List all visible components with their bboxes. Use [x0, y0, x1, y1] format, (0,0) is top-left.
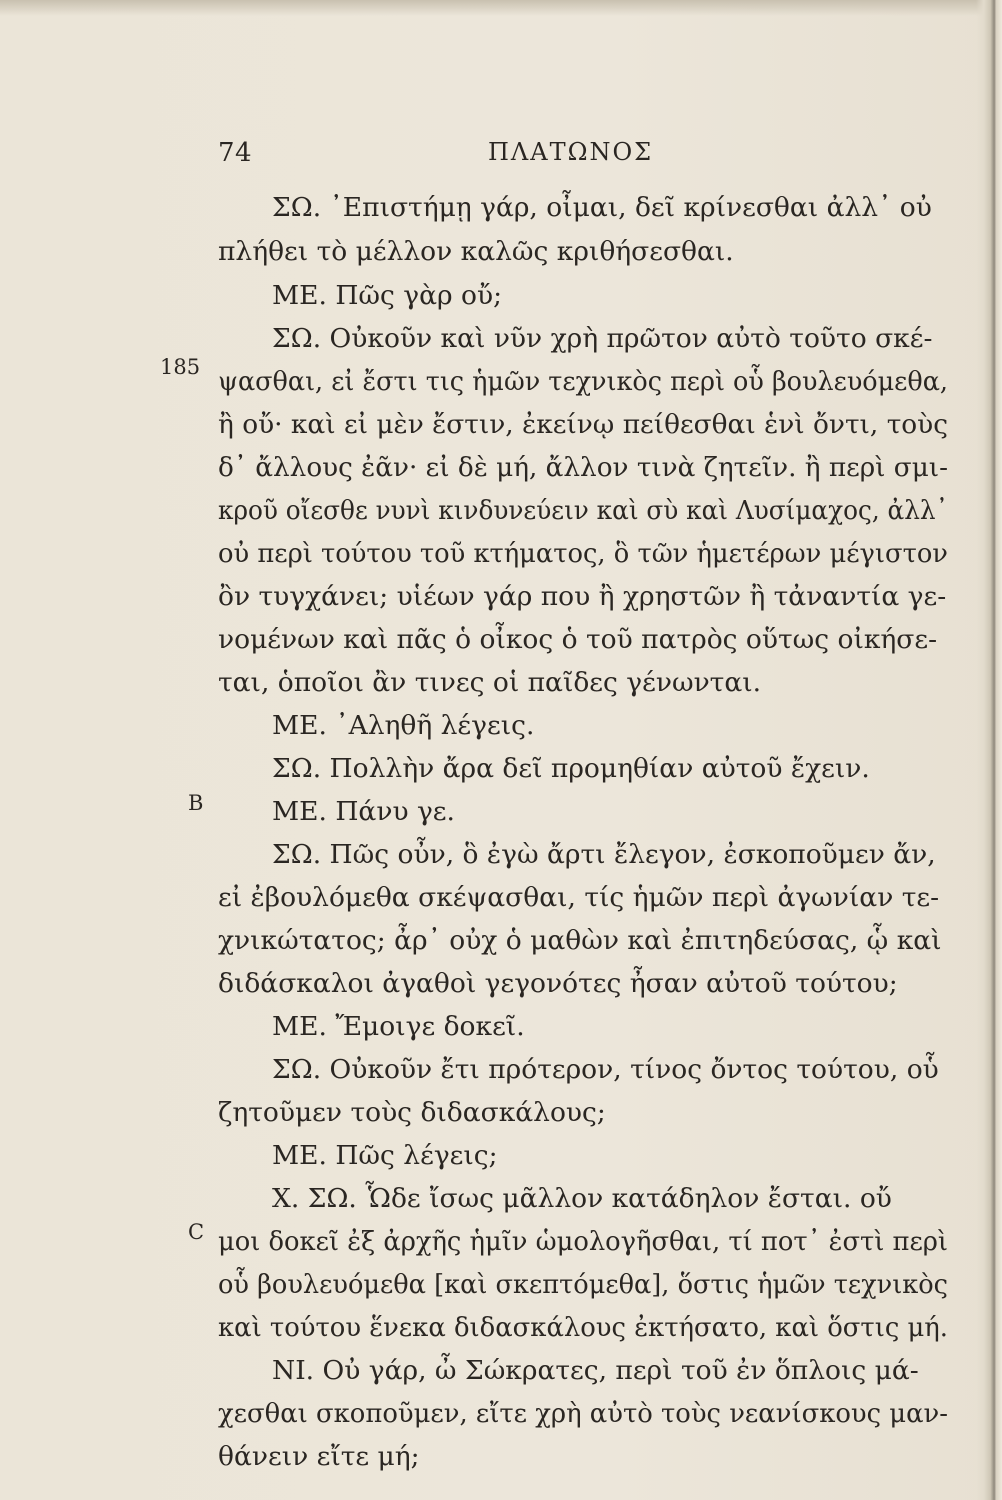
text-line: ΜΕ. Πῶς γὰρ οὔ;	[272, 280, 503, 311]
margin-marker-c: C	[188, 1220, 205, 1244]
text-line: χνικώτατος; ἆρ᾿ οὐχ ὁ μαθὼν καὶ ἐπιτηδεύσας, ᾧ καὶ	[218, 925, 942, 956]
text-line: πλήθει τὸ μέλλον καλῶς κριθήσεσθαι.	[218, 236, 734, 267]
text-line: ΜΕ. Πάνυ γε.	[272, 796, 455, 827]
text-line: ται, ὁποῖοι ἂν τινες οἱ παῖδες γένωνται.	[218, 667, 762, 698]
text-line: εἰ ἐβουλόμεθα σκέψασθαι, τίς ἡμῶν περὶ ἀγωνίαν τε-	[218, 882, 940, 913]
text-line: ζητοῦμεν τοὺς διδασκάλους;	[218, 1097, 606, 1128]
margin-marker-b: B	[188, 791, 204, 815]
text-line: νομένων καὶ πᾶς ὁ οἶκος ὁ τοῦ πατρὸς οὕτως οἰκήσε-	[218, 624, 938, 655]
text-line: ὂν τυγχάνει; υἱέων γάρ που ἢ χρηστῶν ἢ τἀναντία γε-	[218, 581, 947, 612]
text-line: Χ. ΣΩ. Ὧδε ἴσως μᾶλλον κατάδηλον ἔσται. οὔ	[272, 1183, 892, 1214]
text-line: θάνειν εἴτε μή;	[218, 1441, 420, 1472]
text-line: ΣΩ. ᾿Επιστήμῃ γάρ, οἶμαι, δεῖ κρίνεσθαι ἀλλ᾿ οὐ	[272, 192, 932, 223]
text-line: ΣΩ. Οὐκοῦν ἔτι πρότερον, τίνος ὄντος τούτου, οὗ	[272, 1054, 939, 1085]
text-line: χεσθαι σκοποῦμεν, εἴτε χρὴ αὐτὸ τοὺς νεανίσκους μαν-	[218, 1398, 948, 1429]
text-line: ΣΩ. Πολλὴν ἄρα δεῖ προμηθίαν αὐτοῦ ἔχειν.	[272, 753, 870, 784]
text-line: ΜΕ. Πῶς λέγεις;	[272, 1140, 498, 1171]
text-line: διδάσκαλοι ἀγαθοὶ γεγονότες ἦσαν αὐτοῦ τούτου;	[218, 968, 898, 999]
page-binding-edge	[976, 0, 1002, 1500]
text-line: οὐ περὶ τούτου τοῦ κτήματος, ὃ τῶν ἡμετέρων μέγιστον	[218, 538, 948, 569]
page-top-shadow	[0, 0, 1002, 16]
text-line: οὗ βουλευόμεθα [καὶ σκεπτόμεθα], ὅστις ἡμῶν τεχνικὸς	[218, 1269, 948, 1300]
text-line: ΜΕ. Ἔμοιγε δοκεῖ.	[272, 1011, 525, 1042]
running-title: ΠΛΑΤΩΝΟΣ	[488, 138, 654, 166]
text-line: μοι δοκεῖ ἐξ ἀρχῆς ἡμῖν ὡμολογῆσθαι, τί ποτ᾿ ἐστὶ περὶ	[218, 1226, 949, 1257]
text-line: κροῦ οἴεσθε νυνὶ κινδυνεύειν καὶ σὺ καὶ Λυσίμαχος, ἀλλ᾿	[218, 495, 948, 526]
text-line: ΜΕ. ᾿Αληθῆ λέγεις.	[272, 710, 535, 741]
text-line: ψασθαι, εἰ ἔστι τις ἡμῶν τεχνικὸς περὶ οὗ βουλευόμεθα,	[218, 366, 948, 397]
text-line: ἢ οὔ· καὶ εἰ μὲν ἔστιν, ἐκείνῳ πείθεσθαι ἑνὶ ὄντι, τοὺς	[218, 409, 949, 440]
text-line: ΣΩ. Οὐκοῦν καὶ νῦν χρὴ πρῶτον αὐτὸ τοῦτο σκέ-	[272, 323, 933, 354]
text-line: ΝΙ. Οὐ γάρ, ὦ Σώκρατες, περὶ τοῦ ἐν ὅπλοις μά-	[272, 1355, 919, 1386]
page-number: 74	[218, 138, 253, 168]
margin-marker-185: 185	[160, 355, 201, 379]
text-line: καὶ τούτου ἕνεκα διδασκάλους ἐκτήσατο, καὶ ὅστις μή.	[218, 1312, 949, 1343]
text-line: ΣΩ. Πῶς οὖν, ὃ ἐγὼ ἄρτι ἔλεγον, ἐσκοποῦμεν ἄν,	[272, 839, 936, 870]
text-line: δ᾿ ἄλλους ἐᾶν· εἰ δὲ μή, ἄλλον τινὰ ζητεῖν. ἢ περὶ σμι-	[218, 452, 948, 483]
